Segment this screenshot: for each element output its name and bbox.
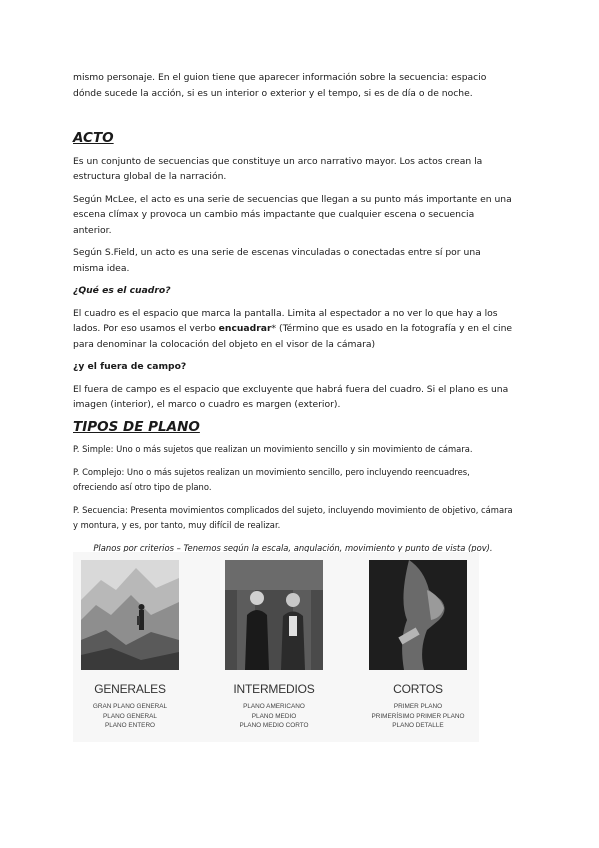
heading-tipos-de-plano: TIPOS DE PLANO	[73, 418, 200, 435]
intro-paragraph: mismo personaje. En el guion tiene que aparecer información sobre la secuencia: espacio dónde sucede la acción, si es un interior o exterior y el tempo, si es de día o de noche.	[73, 72, 487, 99]
column-intermedios	[225, 560, 323, 731]
encuadrar-term: encuadrar	[218, 323, 272, 334]
column-cortos-title: CORTOS	[393, 682, 443, 696]
list-item: PLANO AMERICANO	[243, 703, 305, 710]
acto-paragraph-3: Según S.Field, un acto es una serie de escenas vinculadas o conectadas entre sí por una misma idea.	[73, 247, 481, 274]
cuadro-paragraph	[73, 306, 513, 353]
column-generales-items	[81, 702, 179, 731]
column-generales-title: GENERALES	[94, 682, 166, 696]
list-item: PLANO ENTERO	[104, 722, 156, 729]
mountain-hiker-photo	[81, 560, 179, 670]
acto-paragraph-2: Según McLee, el acto es una serie de secuencias que llegan a su punto más importante en una escena clímax y provoca un cambio más impactante que cualquier escena o secuencia anterior.	[73, 193, 512, 236]
document-body	[73, 70, 513, 581]
list-item: PLANO DETALLE	[392, 722, 444, 729]
column-cortos	[369, 560, 467, 731]
column-intermedios-title: INTERMEDIOS	[233, 682, 315, 696]
heading-acto: ACTO	[73, 130, 114, 146]
question-cuadro: ¿Qué es el cuadro?	[73, 285, 171, 296]
fuera-de-campo-paragraph: El fuera de campo es el espacio que excluyente que habrá fuera del cuadro. Si el plano es una imagen (interior), el marco o cuadro es margen (exterior).	[73, 383, 509, 410]
cuadro-text-b: * (Término que es usado en la fotografía y en el cine para denominar la colocación del objeto en el visor de la cámara)	[73, 323, 513, 350]
question-fuera-de-campo: ¿y el fuera de campo?	[73, 361, 187, 372]
column-intermedios-items	[225, 702, 323, 731]
closeup-detail-photo	[369, 560, 467, 670]
plano-scale-figure	[73, 552, 479, 742]
plano-simple: P. Simple: Uno o más sujetos que realizan un movimiento sencillo y sin movimiento de cámara.	[73, 444, 473, 454]
two-men-photo	[225, 560, 323, 670]
list-item: PLANO GENERAL	[103, 712, 157, 720]
list-item: GRAN PLANO GENERAL	[92, 703, 168, 710]
acto-paragraph-1: Es un conjunto de secuencias que constituye un arco narrativo mayor. Los actos crean la estructura global de la narración.	[73, 155, 483, 182]
list-item: PLANO MEDIO CORTO	[239, 722, 309, 729]
plano-complejo: P. Complejo: Uno o más sujetos realizan un movimiento sencillo, pero incluyendo reencuadres, ofreciendo así otro tipo de plano.	[73, 466, 470, 492]
list-item: PLANO MEDIO	[251, 712, 297, 720]
cuadro-text-a: El cuadro es el espacio que marca la pantalla. Limita al espectador a no ver lo que hay a los lados. Por eso usamos el verbo	[73, 307, 498, 334]
list-item: PRIMERÍSIMO PRIMER PLANO	[371, 712, 465, 720]
list-item: PRIMER PLANO	[393, 703, 443, 710]
column-cortos-items	[369, 702, 467, 731]
criterios-caption: Planos por criterios – Tenemos según la escala, angulación, movimiento y punto de vista (pov).	[93, 542, 493, 553]
column-generales	[81, 560, 179, 731]
plano-secuencia: P. Secuencia: Presenta movimientos complicados del sujeto, incluyendo movimiento de objetivo, cámara y montura, y es, por tanto, muy difícil de realizar.	[73, 504, 513, 530]
